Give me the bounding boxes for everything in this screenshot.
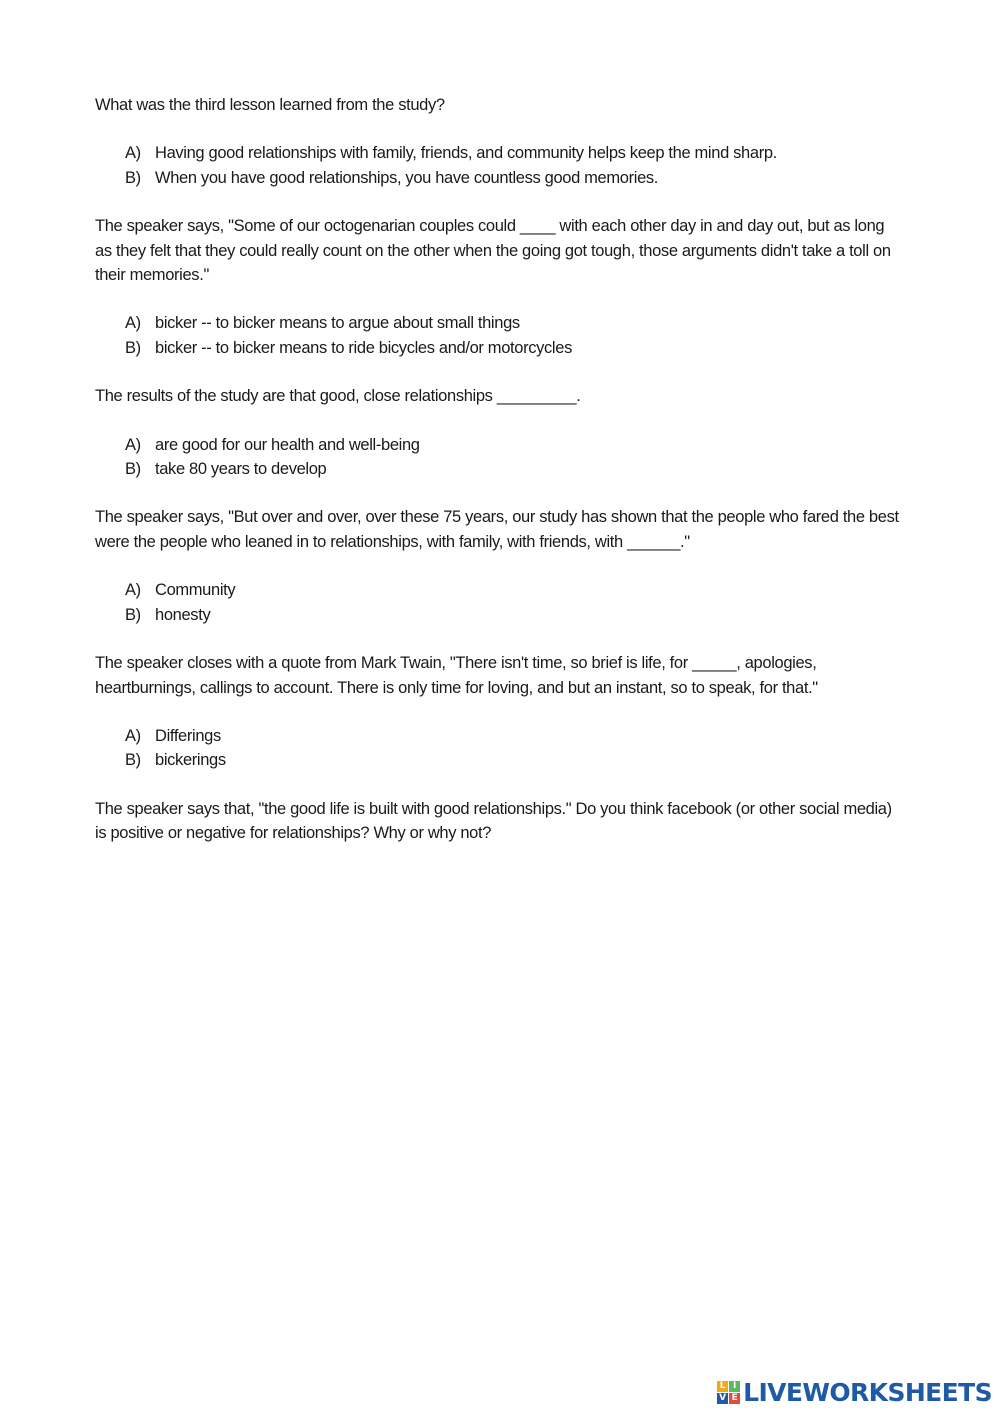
question-3-options: [95, 433, 905, 482]
question-4-text: The speaker says, "But over and over, over these 75 years, our study has shown that the people who fared the best were the people who leaned in to relationships, with family, with friends, with ______.": [95, 508, 899, 551]
question-1-text: What was the third lesson learned from the study?: [95, 96, 445, 114]
option-text: bicker -- to bicker means to ride bicycles and/or motorcycles: [155, 338, 572, 357]
option-letter: A): [125, 581, 141, 600]
liveworksheets-logo-icon: [717, 1381, 740, 1404]
logo-mark-letter: L: [717, 1381, 728, 1392]
question-2-options: [95, 311, 905, 360]
option-1a[interactable]: [95, 141, 905, 165]
option-1b[interactable]: [95, 166, 905, 190]
option-text: Having good relationships with family, friends, and community helps keep the mind sharp.: [155, 144, 777, 163]
option-letter: B): [125, 751, 141, 770]
question-2-text: The speaker says, "Some of our octogenarian couples could ____ with each other day in and day out, but as long as they felt that they could really count on the other when the going got tough, those arguments didn't take a toll on their memories.": [95, 217, 891, 285]
option-text: take 80 years to develop: [155, 460, 327, 479]
option-text: bickerings: [155, 751, 226, 770]
option-letter: A): [125, 726, 141, 745]
option-text: bicker -- to bicker means to argue about small things: [155, 314, 520, 333]
option-letter: A): [125, 435, 141, 454]
option-text: are good for our health and well-being: [155, 435, 420, 454]
question-4-options: [95, 578, 905, 627]
final-prompt-text: The speaker says that, "the good life is built with good relationships." Do you think facebook (or other social media) is positive or negative for relationships? Why or why not?: [95, 799, 892, 843]
option-text: Community: [155, 581, 236, 600]
option-2b[interactable]: [95, 336, 905, 360]
option-text: When you have good relationships, you have countless good memories.: [155, 168, 659, 187]
option-text: honesty: [155, 605, 211, 624]
option-5a[interactable]: [95, 724, 905, 748]
option-letter: B): [125, 168, 141, 187]
logo-mark-letter: E: [729, 1393, 740, 1404]
question-3-text: The results of the study are that good, close relationships _________.: [95, 387, 581, 406]
logo-text: LIVEWORKSHEETS: [743, 1377, 992, 1407]
logo-mark-letter: V: [717, 1393, 728, 1404]
question-1-options: [95, 141, 905, 190]
option-letter: B): [125, 460, 141, 479]
option-4a[interactable]: [95, 578, 905, 602]
question-5-text: The speaker closes with a quote from Mark Twain, "There isn't time, so brief is life, for _____, apologies, heartburnings, callings to account. There is only time for loving, and but an instant, so to speak, for that.": [95, 654, 818, 697]
option-3b[interactable]: [95, 457, 905, 481]
option-3a[interactable]: [95, 433, 905, 457]
option-letter: B): [125, 605, 141, 624]
liveworksheets-logo: [717, 1376, 992, 1408]
question-5-options: [95, 724, 905, 773]
option-4b[interactable]: [95, 603, 905, 627]
option-letter: A): [125, 144, 141, 163]
option-letter: A): [125, 314, 141, 333]
option-text: Differings: [155, 726, 221, 745]
option-2a[interactable]: [95, 311, 905, 335]
option-5b[interactable]: [95, 748, 905, 772]
worksheet-page: [95, 93, 905, 846]
logo-mark-letter: I: [729, 1381, 740, 1392]
option-letter: B): [125, 338, 141, 357]
